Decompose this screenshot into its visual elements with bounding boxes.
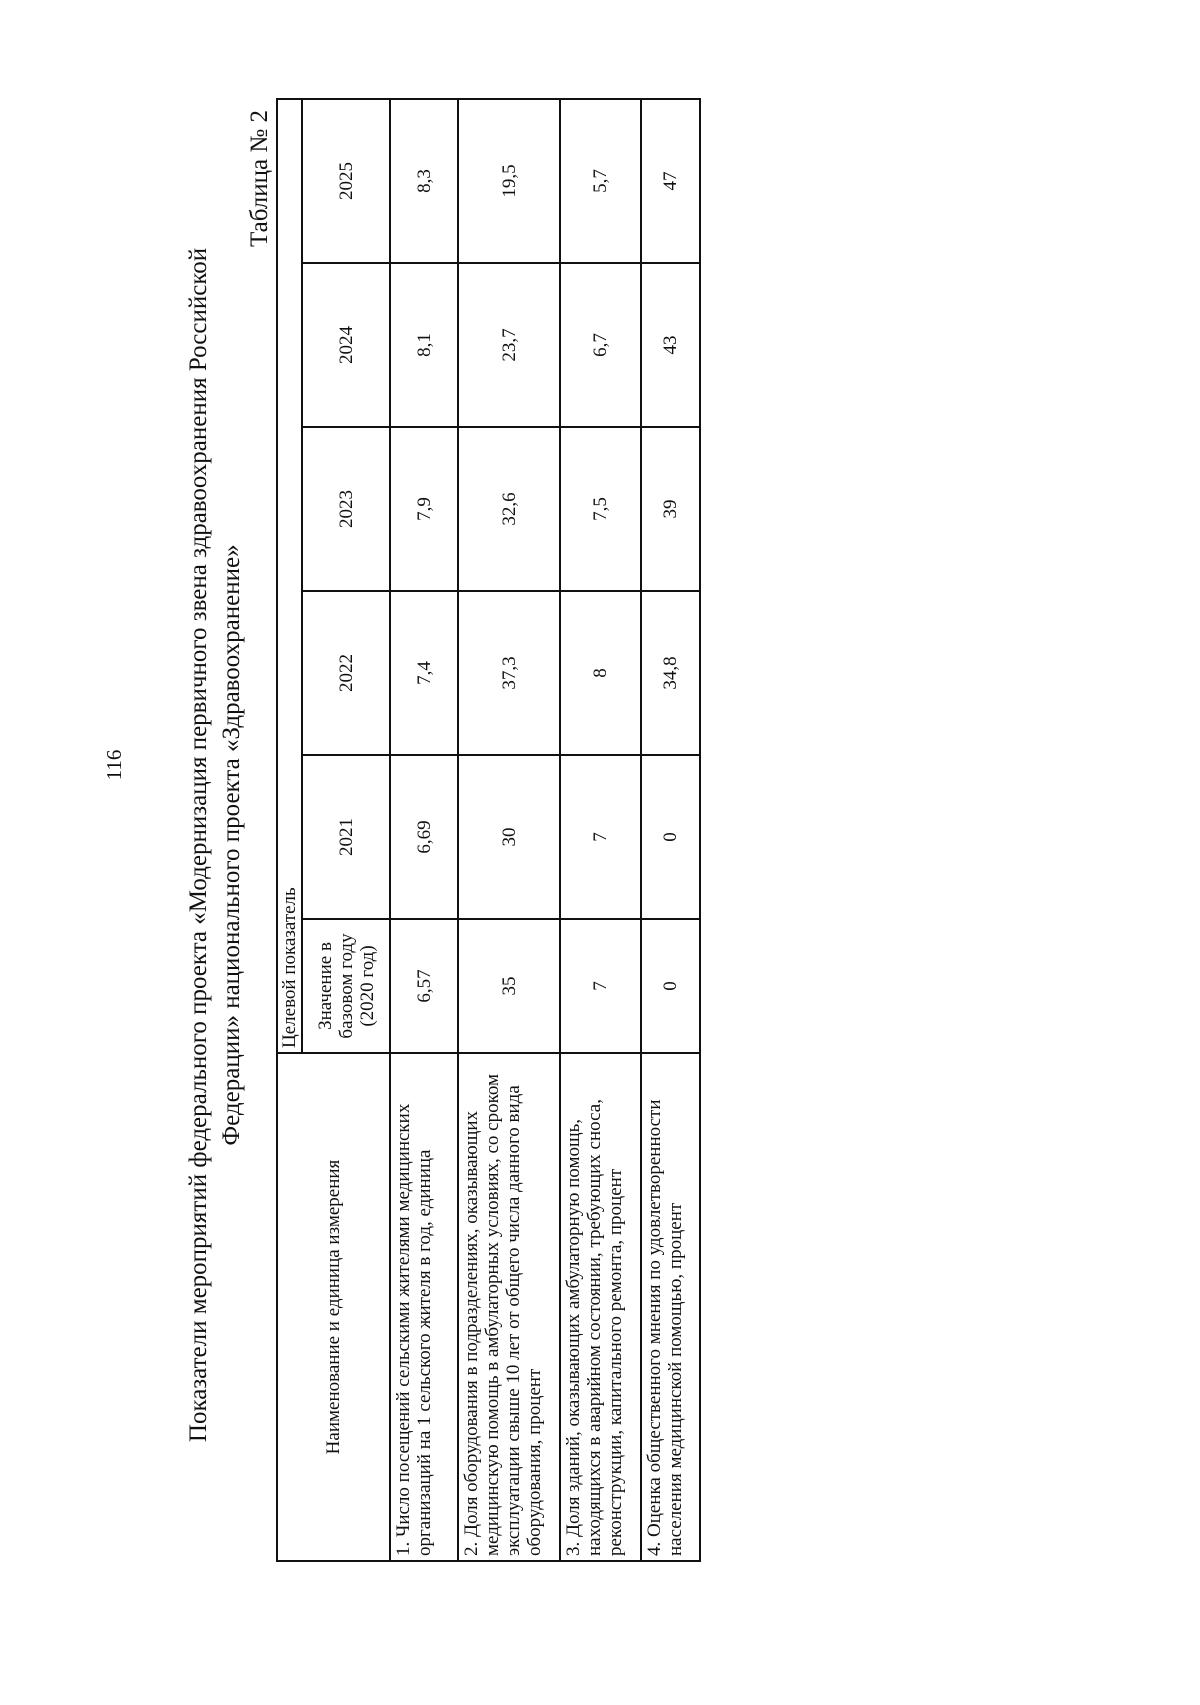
row-name: 1. Число посещений сельскими жителями медицинских организаций на 1 сельского жителя в год, единица (390, 1053, 458, 1561)
header-base-year: Значение в базовом году (2020 год) (302, 919, 390, 1053)
cell-value: 47 (641, 99, 700, 263)
document-title (182, 185, 248, 1505)
header-target-indicator: Целевой показатель (277, 99, 302, 1053)
header-year: 2021 (302, 755, 390, 919)
cell-base: 6,57 (390, 919, 458, 1053)
table-row (390, 99, 458, 1561)
cell-value: 8,3 (390, 99, 458, 263)
cell-value: 6,7 (560, 263, 641, 427)
title-line-1: Показатели мероприятий федерального проекта «Модернизация первичного звена здравоохранения Российской (185, 247, 212, 1443)
row-name: 3. Доля зданий, оказывающих амбулаторную помощь, находящихся в аварийном состоянии, требующих сноса, реконструкции, капитального ремонта, процент (560, 1053, 641, 1561)
cell-value: 7,4 (390, 591, 458, 755)
cell-value: 19,5 (458, 99, 560, 263)
table-label: Таблица № 2 (246, 110, 273, 248)
cell-value: 0 (641, 755, 700, 919)
header-year: 2024 (302, 263, 390, 427)
header-row-1 (277, 99, 302, 1561)
cell-value: 23,7 (458, 263, 560, 427)
indicators-table (276, 98, 701, 1562)
header-year: 2025 (302, 99, 390, 263)
cell-value: 7,9 (390, 427, 458, 591)
cell-base: 35 (458, 919, 560, 1053)
cell-base: 0 (641, 919, 700, 1053)
cell-value: 8,1 (390, 263, 458, 427)
cell-value: 8 (560, 591, 641, 755)
header-year: 2023 (302, 427, 390, 591)
cell-value: 39 (641, 427, 700, 591)
row-name: 2. Доля оборудования в подразделениях, оказывающих медицинскую помощь в амбулаторных условиях, со сроком эксплуатации свыше 10 лет от общего числа данного вида оборудования, процент (458, 1053, 560, 1561)
cell-value: 34,8 (641, 591, 700, 755)
header-year: 2022 (302, 591, 390, 755)
header-name: Наименование и единица измерения (277, 1053, 390, 1561)
cell-value: 37,3 (458, 591, 560, 755)
cell-value: 5,7 (560, 99, 641, 263)
table-row (560, 99, 641, 1561)
cell-value: 32,6 (458, 427, 560, 591)
title-line-2: Федерации» национального проекта «Здравоохранение» (218, 544, 245, 1146)
cell-value: 6,69 (390, 755, 458, 919)
table-row (641, 99, 700, 1561)
table-row (458, 99, 560, 1561)
cell-value: 30 (458, 755, 560, 919)
page-number: 116 (102, 749, 126, 781)
row-name: 4. Оценка общественного мнения по удовлетворенности населения медицинской помощью, процент (641, 1053, 700, 1561)
cell-base: 7 (560, 919, 641, 1053)
cell-value: 43 (641, 263, 700, 427)
cell-value: 7,5 (560, 427, 641, 591)
cell-value: 7 (560, 755, 641, 919)
